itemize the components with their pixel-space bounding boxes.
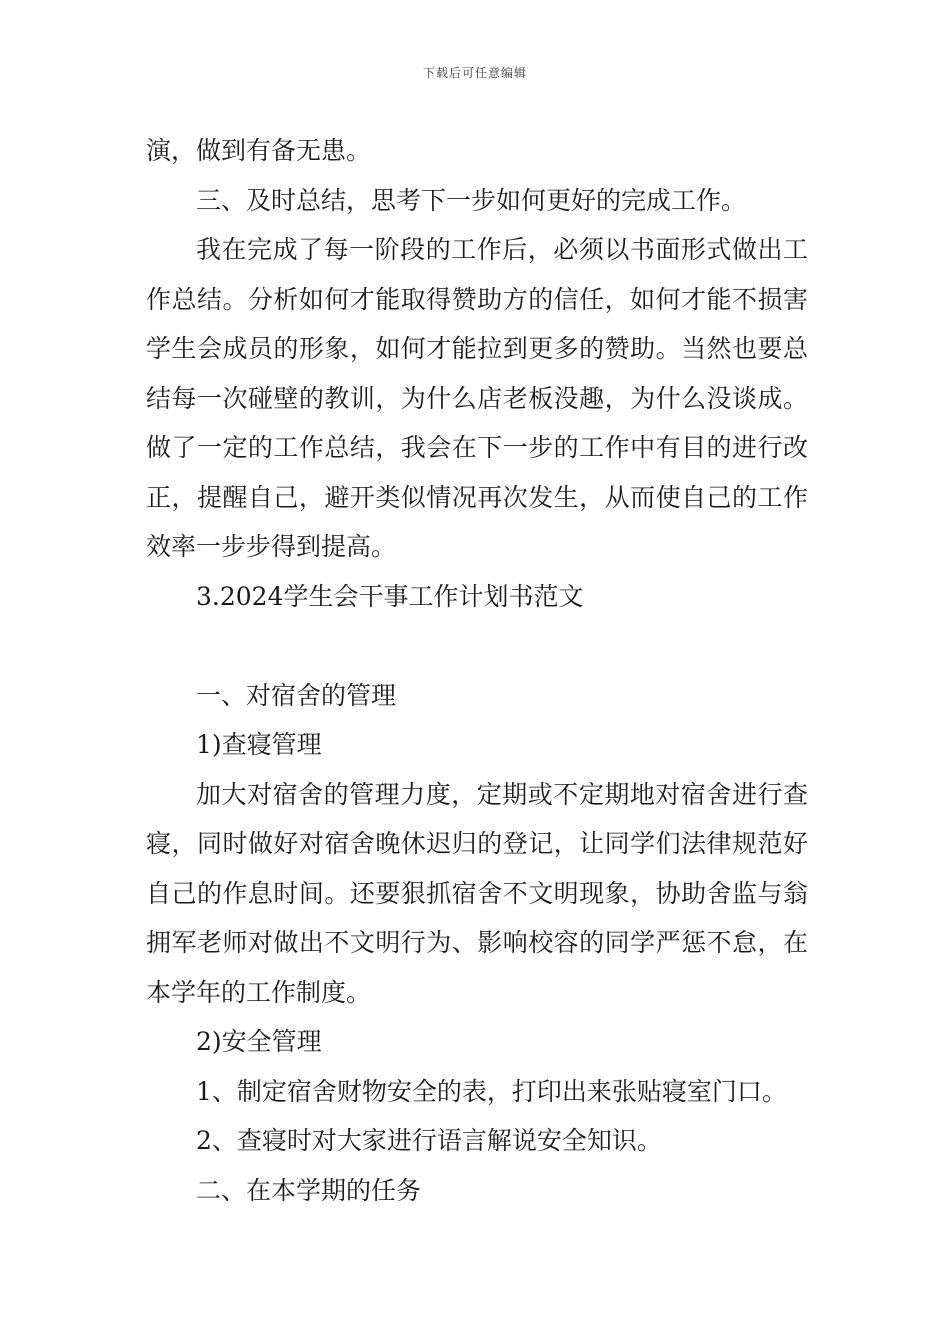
list-item-safety-1: 1、制定宿舍财物安全的表，打印出来张贴寝室门口。	[196, 1076, 787, 1106]
list-item-safety-2: 2、查寝时对大家进行语言解说安全知识。	[196, 1126, 662, 1155]
document-body	[146, 126, 808, 1215]
paragraph-summary-body: 我在完成了每一阶段的工作后，必须以书面形式做出工作总结。分析如何才能取得赞助方的信任，如何才能不损害学生会成员的形象，如何才能拉到更多的赞助。当然也要总结每一次碰壁的教训，为什么店老板没趣，为什么没谈成。做了一定的工作总结，我会在下一步的工作中有目的进行改正，提醒自己，避开类似情况再次发生，从而使自己的工作效率一步步得到提高。	[146, 235, 808, 561]
section-heading-summary: 三、及时总结，思考下一步如何更好的完成工作。	[196, 185, 747, 215]
subheading-safety: 2)安全管理	[196, 1027, 322, 1056]
blank-line	[146, 621, 808, 671]
paragraph-inspection-body: 加大对宿舍的管理力度，定期或不定期地对宿舍进行查寝，同时做好对宿舍晚休迟归的登记，让同学们法律规范好自己的作息时间。还要狠抓宿舍不文明现象，协助舍监与翁拥军老师对做出不文明行为、影响校容的同学严惩不怠，在本学年的工作制度。	[146, 779, 808, 1007]
section-heading-tasks: 二、在本学期的任务	[196, 1175, 422, 1205]
section-heading-dorm: 一、对宿舍的管理	[196, 680, 397, 710]
subheading-inspection: 1)查寝管理	[196, 730, 322, 759]
document-title: 3.2024学生会干事工作计划书范文	[196, 581, 584, 611]
page-header: 下载后可任意编辑	[422, 66, 527, 80]
paragraph-continuation: 演，做到有备无患。	[146, 136, 372, 165]
